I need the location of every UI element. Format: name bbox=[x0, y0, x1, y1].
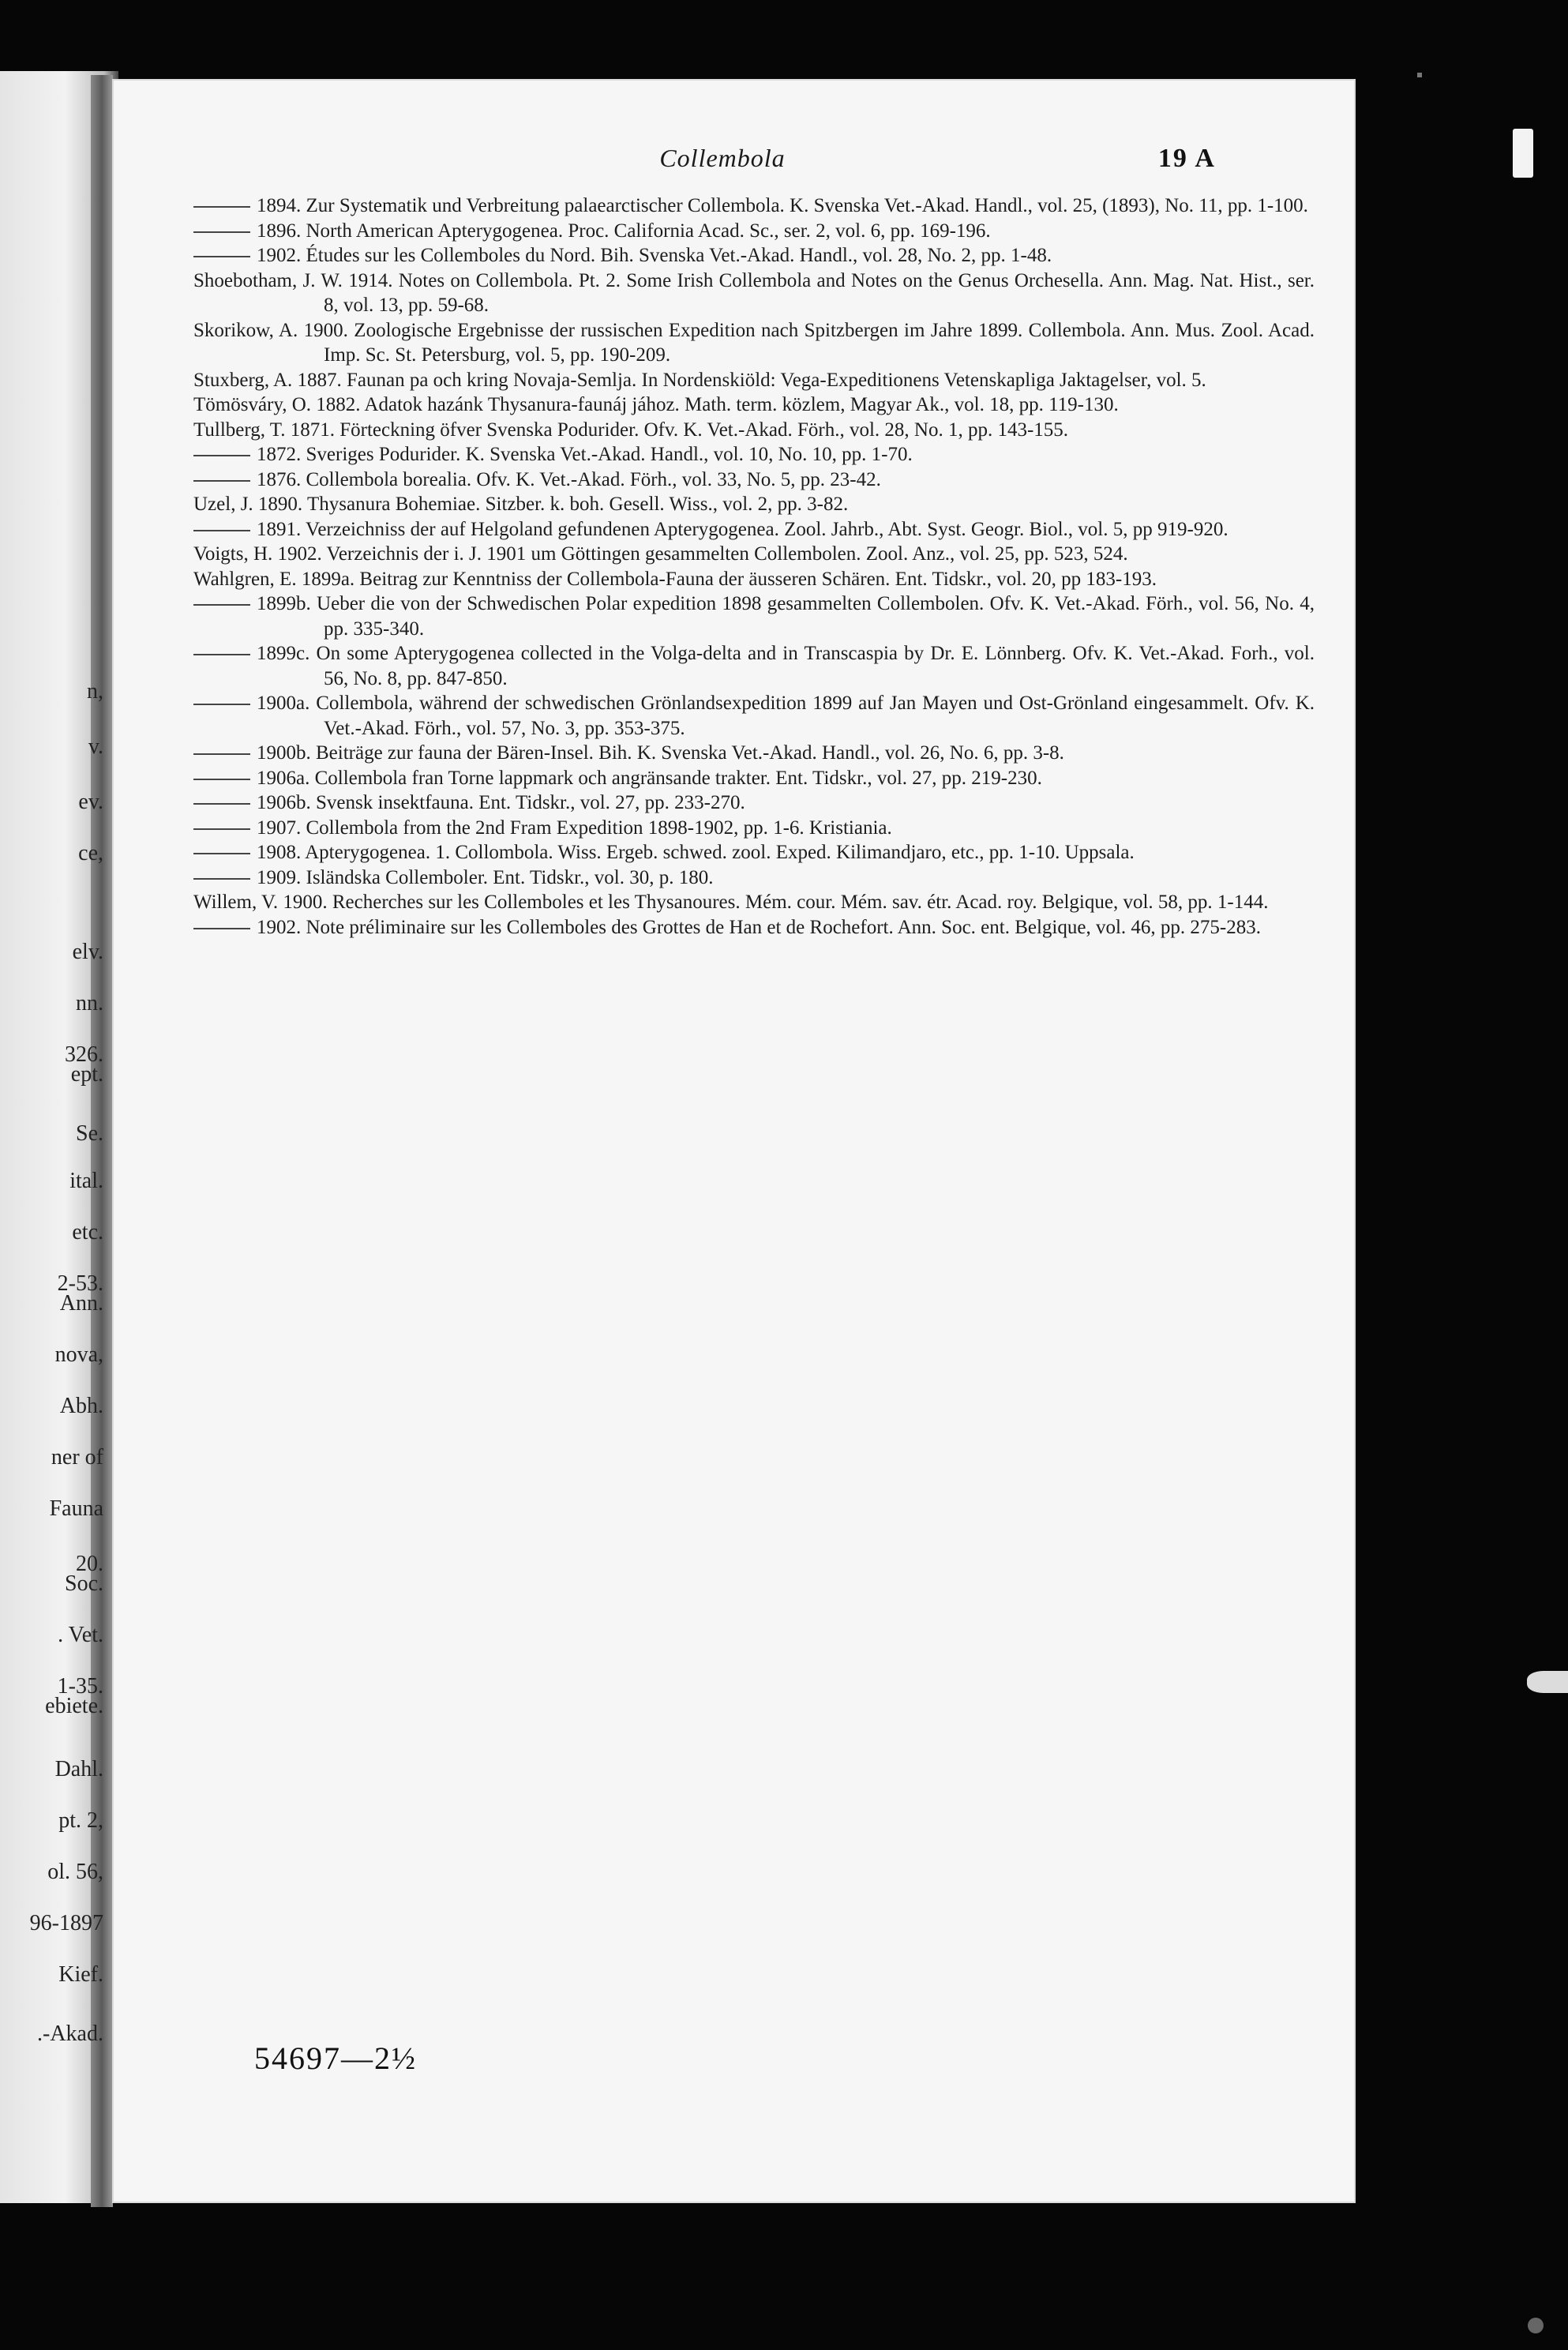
bibliography-entry bbox=[193, 790, 1315, 816]
left-page-fragment: 96-1897 bbox=[29, 1911, 103, 1935]
entry-text: 1908. Apterygogenea. 1. Collombola. Wiss. Ergeb. schwed. zool. Exped. Kilimandjaro, etc., pp. 1-10. Uppsala. bbox=[257, 842, 1135, 863]
repeat-author-dash bbox=[193, 704, 250, 705]
entry-text: Shoebotham, J. W. 1914. Notes on Collembola. Pt. 2. Some Irish Collembola and Notes on the Genus Orchesella. Ann. Mag. Nat. Hist., ser. 8, vol. 13, pp. 59-68. bbox=[193, 269, 1315, 316]
entry-text: Tömösváry, O. 1882. Adatok hazánk Thysanura-faunáj jához. Math. term. közlem, Magyar Ak., vol. 18, pp. 119-130. bbox=[193, 394, 1119, 415]
left-page-fragment: nova, bbox=[54, 1342, 103, 1367]
repeat-author-dash bbox=[193, 455, 250, 456]
entry-text: 1891. Verzeichniss der auf Helgoland gefundenen Apterygogenea. Zool. Jahrb., Abt. Syst. Geogr. Biol., vol. 5, pp 919-920. bbox=[257, 518, 1229, 540]
bibliography-entry bbox=[193, 442, 1315, 467]
scan-artifact bbox=[1528, 2318, 1544, 2333]
left-page-fragment: . Vet. bbox=[58, 1623, 103, 1647]
bibliography-entry bbox=[193, 865, 1315, 891]
left-page-fragment: 1-35. bbox=[57, 1674, 103, 1699]
repeat-author-dash bbox=[193, 779, 250, 780]
entry-text: Stuxberg, A. 1887. Faunan pa och kring Novaja-Semlja. In Nordenskiöld: Vega-Expeditionens Vetenskapliga Jaktagelser, vol. 5. bbox=[193, 369, 1206, 391]
entry-text: Wahlgren, E. 1899a. Beitrag zur Kenntniss der Collembola-Fauna der äusseren Schären. Ent. Tidskr., vol. 20, pp 183-193. bbox=[193, 568, 1157, 590]
entry-text: 1900a. Collembola, während der schwedischen Grönlandsexpedition 1899 auf Jan Mayen und Ost-Grönland eingesammelt. Ofv. K. Vet.-Akad. Förh., vol. 57, No. 3, pp. 353-375. bbox=[257, 693, 1315, 739]
repeat-author-dash bbox=[193, 206, 250, 208]
left-page-fragment: Dahl. bbox=[54, 1757, 103, 1781]
entry-text: 1906b. Svensk insektfauna. Ent. Tidskr., vol. 27, pp. 233-270. bbox=[257, 792, 745, 813]
left-page-fragment: ital. bbox=[69, 1169, 103, 1193]
left-page-fragment: Abh. bbox=[59, 1394, 103, 1418]
plate-code: 54697—2½ bbox=[254, 2040, 417, 2076]
repeat-author-dash bbox=[193, 231, 250, 233]
bibliography-entry bbox=[193, 840, 1315, 865]
left-page-fragment: pt. 2, bbox=[58, 1808, 103, 1833]
bibliography-entry bbox=[193, 741, 1315, 766]
entry-text: 1899b. Ueber die von der Schwedischen Polar expedition 1898 gesammelten Collembolen. Ofv. K. Vet.-Akad. Förh., vol. 56, No. 4, pp. 335-340. bbox=[257, 593, 1315, 640]
bibliography-entry bbox=[193, 418, 1315, 443]
bibliography-entry bbox=[193, 641, 1315, 691]
entry-text: Willem, V. 1900. Recherches sur les Collemboles et les Thysanoures. Mém. cour. Mém. sav. étr. Acad. roy. Belgique, vol. 58, pp. 1-144. bbox=[193, 892, 1269, 913]
bibliography-entry bbox=[193, 691, 1315, 741]
running-title: Collembola bbox=[659, 144, 786, 172]
left-page-fragment: ev. bbox=[78, 790, 103, 814]
repeat-author-dash bbox=[193, 530, 250, 531]
left-page-fragment: ept. bbox=[70, 1062, 103, 1087]
entry-text: 1906a. Collembola fran Torne lappmark och angränsande trakter. Ent. Tidskr., vol. 27, pp. 219-230. bbox=[257, 767, 1042, 789]
left-page-fragment: ce, bbox=[78, 841, 103, 865]
left-page-fragment: ebiete. bbox=[45, 1694, 103, 1718]
left-page-fragment: etc. bbox=[72, 1220, 103, 1244]
left-page-fragment: 20. bbox=[76, 1552, 103, 1576]
bibliography-entry bbox=[193, 318, 1315, 368]
bibliography-entry bbox=[193, 517, 1315, 542]
repeat-author-dash bbox=[193, 480, 250, 482]
left-page-fragment: 2-53. bbox=[57, 1271, 103, 1296]
bibliography-entry bbox=[193, 467, 1315, 493]
entry-text: 1872. Sveriges Podurider. K. Svenska Vet.-Akad. Handl., vol. 10, No. 10, pp. 1-70. bbox=[257, 444, 913, 465]
left-page-fragment: Soc. bbox=[65, 1571, 103, 1596]
bibliography-entry bbox=[193, 492, 1315, 517]
left-page-fragment: elv. bbox=[72, 940, 103, 964]
repeat-author-dash bbox=[193, 878, 250, 880]
scan-artifact bbox=[1527, 1671, 1568, 1693]
left-page-fragment: 326. bbox=[65, 1042, 103, 1067]
repeat-author-dash bbox=[193, 753, 250, 755]
left-page-fragment: ner of bbox=[51, 1445, 103, 1470]
repeat-author-dash bbox=[193, 256, 250, 257]
repeat-author-dash bbox=[193, 654, 250, 655]
left-page-fragment: Kief. bbox=[58, 1962, 103, 1987]
repeat-author-dash bbox=[193, 828, 250, 830]
bibliography-entry bbox=[193, 816, 1315, 841]
bibliography-entry bbox=[193, 915, 1315, 940]
entry-text: 1902. Note préliminaire sur les Collemboles des Grottes de Han et de Rochefort. Ann. Soc. ent. Belgique, vol. 46, pp. 275-283. bbox=[257, 916, 1261, 938]
entry-text: Skorikow, A. 1900. Zoologische Ergebnisse der russischen Expedition nach Spitzbergen im Jahre 1899. Collembola. Ann. Mus. Zool. Acad. Imp. Sc. St. Petersburg, vol. 5, pp. 190-209. bbox=[193, 319, 1315, 366]
bibliography-entry bbox=[193, 243, 1315, 268]
scan-artifact bbox=[1417, 73, 1422, 77]
left-page-fragment: ol. 56, bbox=[47, 1860, 103, 1884]
left-page-fragment: Fauna bbox=[49, 1496, 103, 1521]
entry-text: 1896. North American Apterygogenea. Proc. California Acad. Sc., ser. 2, vol. 6, pp. 169-196. bbox=[257, 220, 991, 242]
repeat-author-dash bbox=[193, 803, 250, 805]
entry-text: Uzel, J. 1890. Thysanura Bohemiae. Sitzber. k. boh. Gesell. Wiss., vol. 2, pp. 3-82. bbox=[193, 494, 849, 515]
repeat-author-dash bbox=[193, 604, 250, 606]
bibliography-entry bbox=[193, 219, 1315, 244]
bibliography-entry bbox=[193, 268, 1315, 318]
left-page-fragment: nn. bbox=[76, 991, 103, 1015]
entry-text: Tullberg, T. 1871. Förteckning öfver Svenska Podurider. Ofv. K. Vet.-Akad. Förh., vol. 28, No. 1, pp. 143-155. bbox=[193, 419, 1069, 441]
left-page-fragment: .-Akad. bbox=[37, 2022, 103, 2046]
bibliography-list bbox=[193, 193, 1315, 940]
entry-text: 1909. Isländska Collemboler. Ent. Tidskr., vol. 30, p. 180. bbox=[257, 866, 714, 888]
bibliography-entry bbox=[193, 392, 1315, 418]
repeat-author-dash bbox=[193, 853, 250, 854]
scan-artifact bbox=[1513, 129, 1533, 178]
bibliography-entry bbox=[193, 766, 1315, 791]
entry-text: 1900b. Beiträge zur fauna der Bären-Insel. Bih. K. Svenska Vet.-Akad. Handl., vol. 26, No. 6, pp. 3-8. bbox=[257, 742, 1064, 764]
entry-text: 1907. Collembola from the 2nd Fram Expedition 1898-1902, pp. 1-6. Kristiania. bbox=[257, 816, 892, 839]
left-page-fragment: n, bbox=[87, 679, 103, 704]
entry-text: 1902. Études sur les Collemboles du Nord. Bih. Svenska Vet.-Akad. Handl., vol. 28, No. 2, pp. 1-48. bbox=[257, 245, 1052, 266]
bibliography-entry bbox=[193, 591, 1315, 641]
bibliography-entry bbox=[193, 567, 1315, 592]
left-page-fragment: Ann. bbox=[59, 1291, 103, 1316]
entry-text: 1876. Collembola borealia. Ofv. K. Vet.-Akad. Förh., vol. 33, No. 5, pp. 23-42. bbox=[257, 468, 881, 490]
left-page-fragment: v. bbox=[88, 734, 103, 759]
left-page-fragment: Se. bbox=[76, 1121, 103, 1146]
bibliography-entry bbox=[193, 890, 1315, 915]
entry-text: Voigts, H. 1902. Verzeichnis der i. J. 1901 um Göttingen gesammelten Collembolen. Zool. Anz., vol. 25, pp. 523, 524. bbox=[193, 543, 1128, 565]
page-header bbox=[114, 144, 1216, 178]
page-number: 19 A bbox=[1157, 144, 1216, 173]
entry-text: 1894. Zur Systematik und Verbreitung palaearctischer Collembola. K. Svenska Vet.-Akad. Handl., vol. 25, (1893), No. 11, pp. 1-100. bbox=[257, 195, 1308, 216]
entry-text: 1899c. On some Apterygogenea collected in the Volga-delta and in Transcaspia by Dr. E. Lönnberg. Ofv. K. Vet.-Akad. Forh., vol. 56, No. 8, pp. 847-850. bbox=[257, 643, 1315, 689]
bibliography-entry bbox=[193, 368, 1315, 393]
bibliography-entry bbox=[193, 542, 1315, 567]
repeat-author-dash bbox=[193, 928, 250, 929]
bibliography-entry bbox=[193, 193, 1315, 219]
